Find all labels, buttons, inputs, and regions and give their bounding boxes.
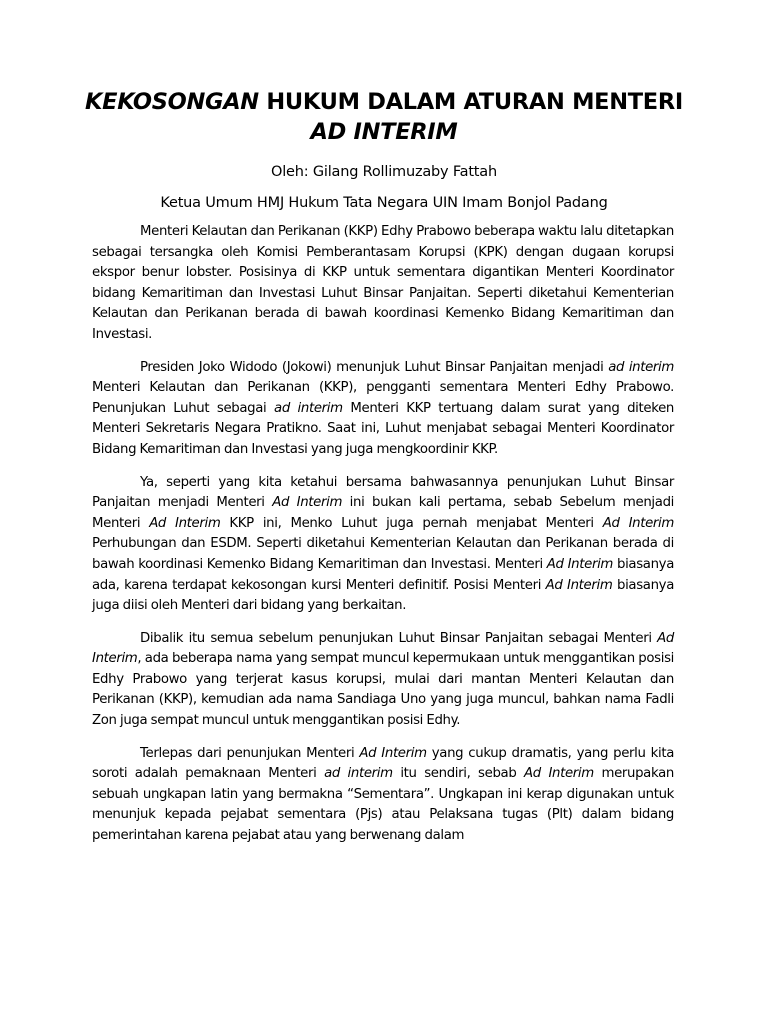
italic-run: Ad Interim — [546, 556, 614, 572]
text-run: , ada beberapa nama yang sempat muncul kepermukaan untuk menggantikan posisi Edhy Prabowo yang terjerat kasus korupsi, mulai dari mantan Menteri Kelautan dan Perikanan (KKP), kemudian ada nama Sandiaga Uno yang juga muncul, bahkan nama Fadli Zon juga sempat muncul untuk menggantikan posisi Edhy. — [92, 651, 674, 729]
body-paragraph — [92, 744, 674, 847]
document-body — [92, 222, 674, 859]
italic-run: Ad Interim — [545, 577, 613, 593]
italic-run: Ad Interim — [272, 495, 343, 511]
text-run: Presiden Joko Widodo (Jokowi) menunjuk Luhut Binsar Panjaitan menjadi — [140, 359, 609, 375]
body-paragraph — [92, 473, 674, 617]
italic-run: Ad Interim — [92, 630, 674, 667]
italic-run: ad interim — [274, 400, 343, 416]
text-run: biasanya juga diisi oleh Menteri dari bidang yang berkaitan. — [92, 577, 674, 614]
text-run: Dibalik itu semua sebelum penunjukan Luhut Binsar Panjaitan sebagai Menteri — [140, 630, 658, 646]
body-paragraph — [92, 358, 674, 461]
document-title — [60, 87, 708, 147]
text-run: KKP ini, Menko Luhut juga pernah menjabat Menteri — [220, 515, 603, 531]
text-run: ini bukan kali pertama, sebab Sebelum menjadi Menteri — [92, 495, 675, 531]
italic-run: ad interim — [608, 359, 674, 375]
body-paragraph — [92, 222, 674, 346]
text-run: biasanya ada, karena terdapat kekosongan kursi Menteri definitif. Posisi Menteri — [92, 556, 674, 593]
title-second-line: AD INTERIM — [310, 119, 458, 145]
text-run: Menteri Kelautan dan Perikanan (KKP), pengganti sementara Menteri Edhy Prabowo. Penunjukan Luhut sebagai — [92, 380, 674, 416]
italic-run: Ad Interim — [524, 766, 594, 782]
text-run: Terlepas dari penunjukan Menteri — [140, 745, 360, 761]
text-run: yang cukup dramatis, yang perlu kita soroti adalah pemaknaan Menteri — [92, 745, 674, 782]
title-italic-part: KEKOSONGAN — [85, 89, 259, 115]
affiliation-line: Ketua Umum HMJ Hukum Tata Negara UIN Imam Bonjol Padang — [160, 195, 608, 211]
text-run: Ya, seperti yang kita ketahui bersama bahwasannya penunjukan Luhut Binsar Panjaitan menjadi Menteri — [92, 474, 674, 511]
text-run: Perhubungan dan ESDM. Seperti diketahui Kementerian Kelautan dan Perikanan berada di bawah koordinasi Kemenko Bidang Kemaritiman dan Investasi. Menteri — [92, 536, 674, 572]
text-run: itu sendiri, sebab — [392, 766, 525, 782]
italic-run: ad interim — [324, 766, 393, 782]
text-run: merupakan sebuah ungkapan latin yang bermakna “Sementara”. Ungkapan ini kerap digunakan untuk menunjuk kepada pejabat sementara (Pjs) atau Pelaksana tugas (Plt) dalam bidang pemerintahan karena pejabat atau yang berwenang dalam — [92, 766, 674, 844]
author-line: Oleh: Gilang Rollimuzaby Fattah — [271, 164, 497, 180]
text-run: Menteri KKP tertuang dalam surat yang diteken Menteri Sekretaris Negara Pratikno. Saat ini, Luhut menjabat sebagai Menteri Koordinator Bidang Kemaritiman dan Investasi yang juga mengkoordinir KKP. — [92, 400, 674, 457]
italic-run: Ad Interim — [359, 745, 427, 761]
text-run: Menteri Kelautan dan Perikanan (KKP) Edhy Prabowo beberapa waktu lalu ditetapkan sebagai tersangka oleh Komisi Pemberantasam Korupsi (KPK) dengan dugaan korupsi ekspor benur lobster. Posisinya di KKP untuk sementara digantikan Menteri Koordinator bidang Kemaritiman dan Investasi Luhut Binsar Panjaitan. Seperti diketahui Kementerian Kelautan dan Perikanan berada di bawah koordinasi Kemenko Bidang Kemaritiman dan Investasi. — [92, 224, 674, 342]
italic-run: Ad Interim — [602, 515, 674, 531]
body-paragraph — [92, 629, 674, 732]
title-regular-part: HUKUM DALAM ATURAN MENTERI — [258, 89, 683, 115]
italic-run: Ad Interim — [149, 515, 221, 531]
